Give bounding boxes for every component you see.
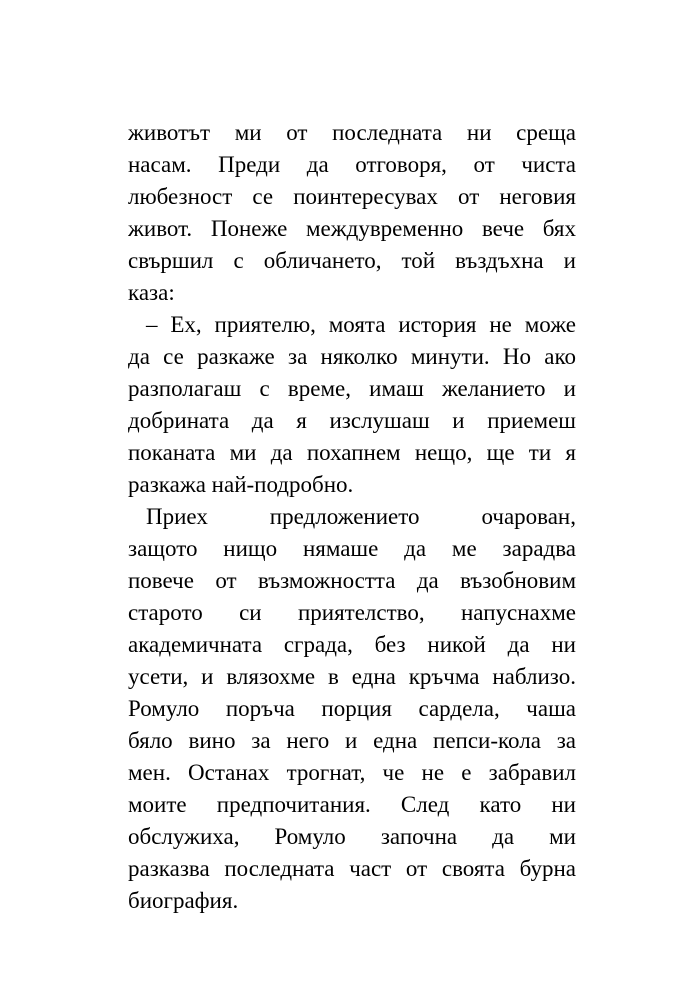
text-line: повече от възможността да възобновим <box>128 568 576 593</box>
text-line: свършил с обличането, той въздъхна и <box>128 248 576 273</box>
text-line: обслужиха, Ромуло започна да ми <box>128 824 576 849</box>
text-line: защото нищо нямаше да ме зарадва <box>128 536 576 561</box>
text-line: любезност се поинтересувах от неговия <box>128 184 576 209</box>
text-line: биография. <box>128 888 239 913</box>
text-line: животът ми от последната ни среща <box>128 120 576 145</box>
text-line: разказва последната част от своята бурна <box>128 856 576 881</box>
text-line: насам. Преди да отговоря, от чиста <box>128 152 576 177</box>
text-line: да се разкаже за няколко минути. Но ако <box>128 344 576 369</box>
text-line: живот. Понеже междувременно вече бях <box>128 216 576 241</box>
body-text <box>128 117 576 917</box>
text-line: разполагаш с време, имаш желанието и <box>128 376 576 401</box>
text-line: – Ех, приятелю, моята история не може <box>146 312 576 337</box>
text-line: добрината да я изслушаш и приемеш <box>128 408 576 433</box>
text-line: старото си приятелство, напуснахме <box>128 600 576 625</box>
text-line: каза: <box>128 280 175 305</box>
text-line: бяло вино за него и една пепси-кола за <box>128 728 576 753</box>
text-line: академичната сграда, без никой да ни <box>128 632 576 657</box>
text-line: мен. Останах трогнат, че не е забравил <box>128 760 576 785</box>
text-line: Ромуло поръча порция сардела, чаша <box>128 696 576 721</box>
text-line: моите предпочитания. След като ни <box>128 792 576 817</box>
text-line: Приех предложението очарован, <box>146 504 576 529</box>
text-line: усети, и влязохме в една кръчма наблизо. <box>128 664 576 689</box>
text-line: разкажа най-подробно. <box>128 472 354 497</box>
text-line: поканата ми да похапнем нещо, ще ти я <box>128 440 576 465</box>
